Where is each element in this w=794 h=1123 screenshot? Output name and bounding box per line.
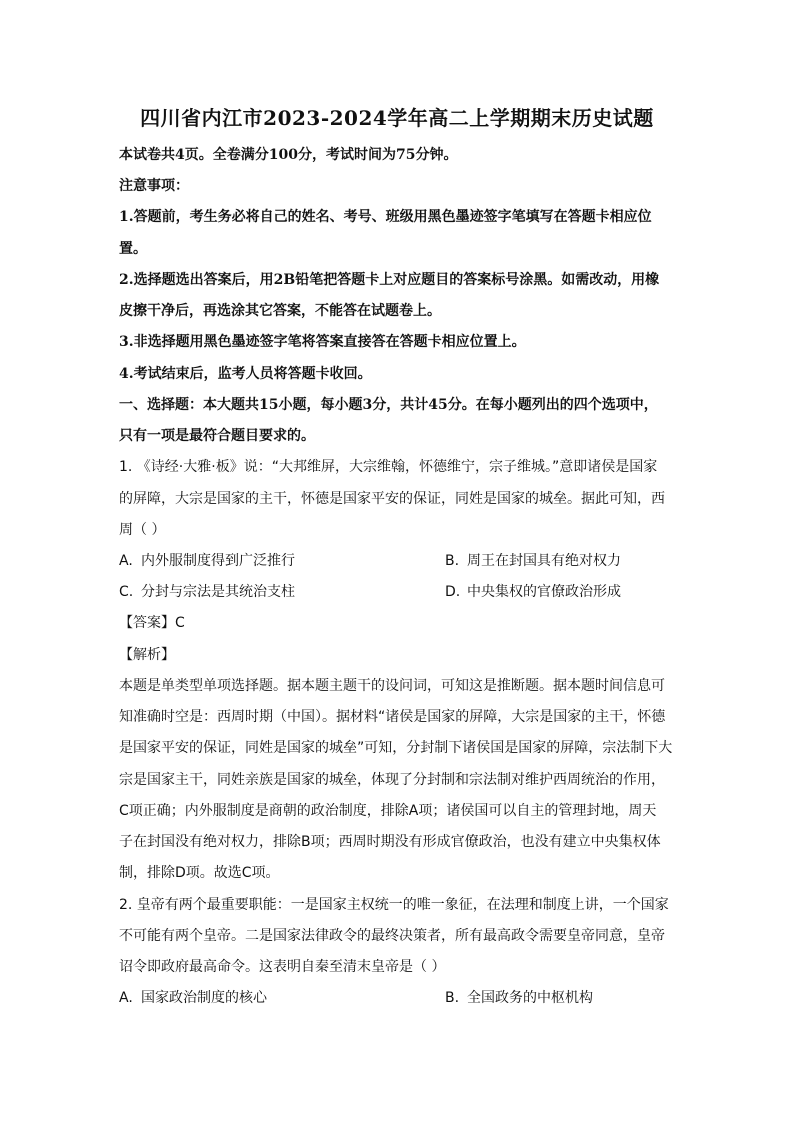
analysis-line: C项正确；内外服制度是商朝的政治制度，排除A项；诸侯国可以自主的管理封地，周天	[119, 803, 657, 819]
option-d	[445, 583, 621, 601]
analysis-line: 是国家平安的保证，同姓是国家的城垒”可知，分封制下诸侯国是国家的屏障，宗法制下大	[119, 740, 673, 756]
question-2-stem: 诏令即政府最高命令。这表明自秦至清末皇帝是（ ）	[119, 959, 446, 975]
analysis-line: 制，排除D项。故选C项。	[119, 865, 280, 881]
question-1-stem: 的屏障，大宗是国家的主干，怀德是国家平安的保证，同姓是国家的城垒。据此可知，西	[119, 491, 665, 507]
question-2-stem: 2. 皇帝有两个最重要职能：一是国家主权统一的唯一象征，在法理和制度上讲，一个国家	[119, 897, 669, 913]
exam-info: 本试卷共4页。全卷满分100分，考试时间为75分钟。	[119, 147, 458, 163]
answer-label: 【答案】C	[119, 615, 185, 631]
option-a	[119, 552, 295, 570]
option-letter: D.	[445, 584, 461, 600]
note-line: 4.考试结束后，监考人员将答题卡收回。	[119, 366, 372, 382]
analysis-line: 宗是国家主干，同姓亲族是国家的城垒，体现了分封制和宗法制对维护西周统治的作用，	[119, 772, 665, 788]
option-text: 国家政治制度的核心	[141, 990, 267, 1006]
option-text: 分封与宗法是其统治支柱	[141, 584, 295, 600]
option-text: 全国政务的中枢机构	[467, 990, 593, 1006]
option-text: 周王在封国具有绝对权力	[467, 553, 621, 569]
option-letter: A.	[119, 553, 133, 569]
analysis-line: 知准确时空是：西周时期（中国）。据材料“诸侯是国家的屏障，大宗是国家的主干，怀德	[119, 709, 666, 725]
option-text: 内外服制度得到广泛推行	[141, 553, 295, 569]
option-b	[445, 989, 593, 1007]
question-1-stem: 1. 《诗经·大雅·板》说：“大邦维屏，大宗维翰，怀德维宁，宗子维城。”意即诸侯是国家	[119, 459, 658, 475]
option-a	[119, 989, 267, 1007]
note-line: 1.答题前，考生务必将自己的姓名、考号、班级用黑色墨迹签字笔填写在答题卡相应位	[119, 209, 652, 225]
note-line: 皮擦干净后，再选涂其它答案，不能答在试题卷上。	[119, 303, 441, 319]
analysis-line: 子在封国没有绝对权力，排除B项；西周时期没有形成官僚政治，也没有建立中央集权体	[119, 834, 661, 850]
question-1-stem: 周（ ）	[119, 522, 166, 538]
option-letter: C.	[119, 584, 134, 600]
analysis-line: 本题是单类型单项选择题。据本题主题干的设问词，可知这是推断题。据本题时间信息可	[119, 678, 665, 694]
option-b	[445, 552, 621, 570]
note-line: 2.选择题选出答案后，用2B铅笔把答题卡上对应题目的答案标号涂黑。如需改动，用橡	[119, 272, 660, 288]
question-2-stem: 不可能有两个皇帝。二是国家法律政令的最终决策者，所有最高政令需要皇帝同意，皇帝	[119, 928, 665, 944]
option-letter: B.	[445, 553, 460, 569]
note-line: 置。	[119, 241, 147, 257]
option-text: 中央集权的官僚政治形成	[467, 584, 621, 600]
section-heading: 只有一项是最符合题目要求的。	[119, 428, 315, 444]
analysis-heading: 【解析】	[119, 647, 175, 663]
option-c	[119, 583, 295, 601]
section-heading: 一、选择题：本大题共15小题，每小题3分，共计45分。在每小题列出的四个选项中，	[119, 397, 658, 413]
option-letter: A.	[119, 990, 133, 1006]
option-letter: B.	[445, 990, 460, 1006]
notes-heading: 注意事项：	[119, 178, 189, 194]
note-line: 3.非选择题用黑色墨迹签字笔将答案直接答在答题卡相应位置上。	[119, 334, 526, 350]
page-title: 四川省内江市2023-2024学年高二上学期期末历史试题	[140, 106, 654, 130]
